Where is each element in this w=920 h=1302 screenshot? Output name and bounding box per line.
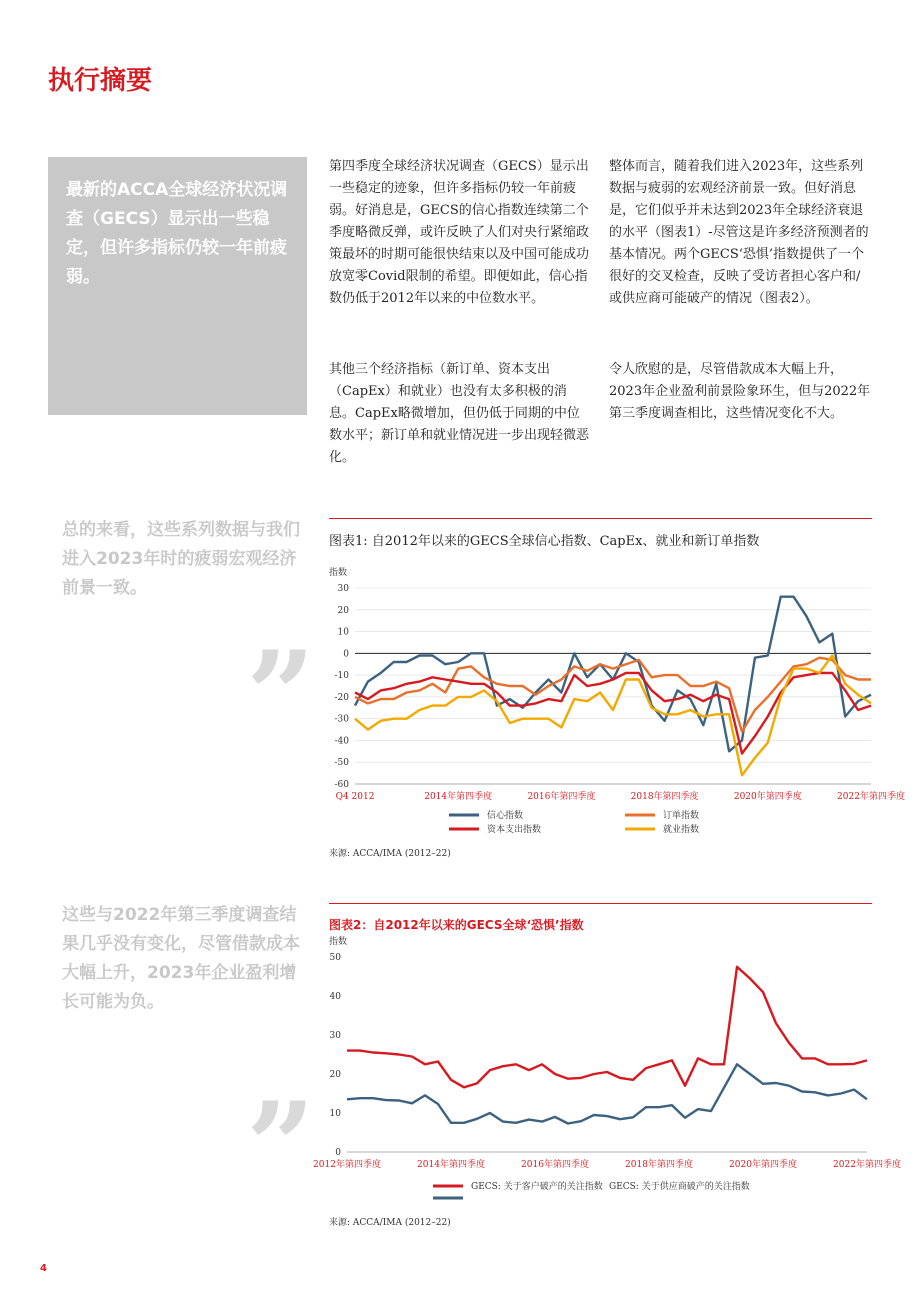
legend-label: GECS: 关于供应商破产的关注指数 [609,1182,750,1192]
x-tick-label: 2022年第四季度 [837,792,905,802]
y-tick-label: 50 [329,953,341,963]
y-tick-label: 10 [329,1109,341,1119]
x-tick-label: Q4 2012 [335,792,375,802]
y-tick-label: 20 [329,1070,341,1080]
y-tick-label: -60 [334,780,349,790]
legend-label: 信心指数 [487,811,524,821]
pull-quote-1: 总的来看，这些系列数据与我们进入2023年时的疲弱宏观经济前景一致。 [62,520,300,598]
x-tick-label: 2012年第四季度 [313,1160,381,1170]
x-tick-label: 2014年第四季度 [417,1160,485,1170]
x-tick-label: 2016年第四季度 [521,1160,589,1170]
figure-2-title: 图表2：自2012年以来的GECS全球‘恐惧’指数 [329,918,584,932]
y-tick-label: -50 [334,758,349,769]
legend-label: GECS: 关于客户破产的关注指数 [471,1182,603,1192]
y-tick-label: 20 [337,605,349,616]
paragraph-3: 整体而言，随着我们进入2023年，这些系列数据与疲弱的宏观经济前景一致。但好消息是，它们似乎并未达到2023年全球经济衰退的水平（图表1）-尽管这是许多经济预测者的基本情况。两个GECS‘恐惧’指数提供了一个很好的交叉检查，反映了受访者担心客户和/或供应商可能破产的情况（图表2）。 [609,159,869,306]
x-tick-label: 2018年第四季度 [630,792,699,802]
figure-1-source: 来源: ACCA/IMA (2012–22) [329,849,451,859]
y-tick-label: 40 [329,992,341,1002]
paragraph-4: 令人欣慰的是，尽管借款成本大幅上升，2023年企业盈利前景险象环生，但与2022年第三季度调查相比，这些情况变化不大。 [609,362,871,421]
figure-2-ylabel: 指数 [329,937,348,947]
legend-label: 资本支出指数 [487,825,542,835]
figure-1-ylabel: 指数 [329,568,348,578]
paragraph-1: 第四季度全球经济状况调查（GECS）显示出一些稳定的迹象，但许多指标仍较一年前疲弱。好消息是，GECS的信心指数连续第二个季度略微反弹，或许反映了人们对央行紧缩政策最坏的时期可能很快结束以及中国可能成功放宽零Covid限制的希望。即便如此，信心指数仍低于2012年以来的中位数水平。 [329,159,590,306]
y-tick-label: 0 [343,649,349,660]
x-tick-label: 2016年第四季度 [527,792,596,802]
chart-2 [313,946,909,1201]
series-line [355,597,871,752]
page-title: 执行摘要 [48,66,153,96]
y-tick-label: -30 [334,714,349,725]
x-tick-label: 2022年第四季度 [833,1160,901,1170]
y-tick-label: -20 [334,692,349,703]
callout-text: 最新的ACCA全球经济状况调查（GECS）显示出一些稳定，但许多指标仍较一年前疲弱。 [66,180,288,287]
chart-1 [329,578,909,838]
y-tick-label: 30 [329,1031,341,1041]
figure-2-rule [329,903,872,904]
quote-mark-icon: ” [246,1076,316,1217]
x-tick-label: 2020年第四季度 [729,1160,797,1170]
y-tick-label: -10 [334,671,349,682]
figure-1-title: 图表1: 自2012年以来的GECS全球信心指数、CapEx、就业和新订单指数 [329,534,760,549]
figure-2-source: 来源: ACCA/IMA (2012–22) [329,1218,451,1228]
figure-1-rule [329,518,872,519]
legend-label: 订单指数 [663,811,700,821]
page-number: 4 [40,1263,47,1274]
paragraph-2: 其他三个经济指标（新订单、资本支出（CapEx）和就业）也没有太多积极的消息。CapEx略微增加，但仍低于同期的中位数水平；新订单和就业情况进一步出现轻微恶化。 [329,362,590,465]
y-tick-label: -40 [334,736,349,747]
y-tick-label: 30 [337,584,349,594]
x-tick-label: 2014年第四季度 [424,792,493,802]
y-tick-label: 0 [335,1148,341,1158]
pull-quote-2: 这些与2022年第三季度调查结果几乎没有变化，尽管借款成本大幅上升，2023年企业盈利增长可能为负。 [62,905,300,1012]
series-line [347,967,867,1088]
quote-mark-icon: ” [246,625,316,766]
x-tick-label: 2018年第四季度 [625,1160,693,1170]
legend-label: 就业指数 [663,825,700,835]
y-tick-label: 10 [337,627,349,638]
series-line [355,656,871,776]
x-tick-label: 2020年第四季度 [733,792,802,802]
